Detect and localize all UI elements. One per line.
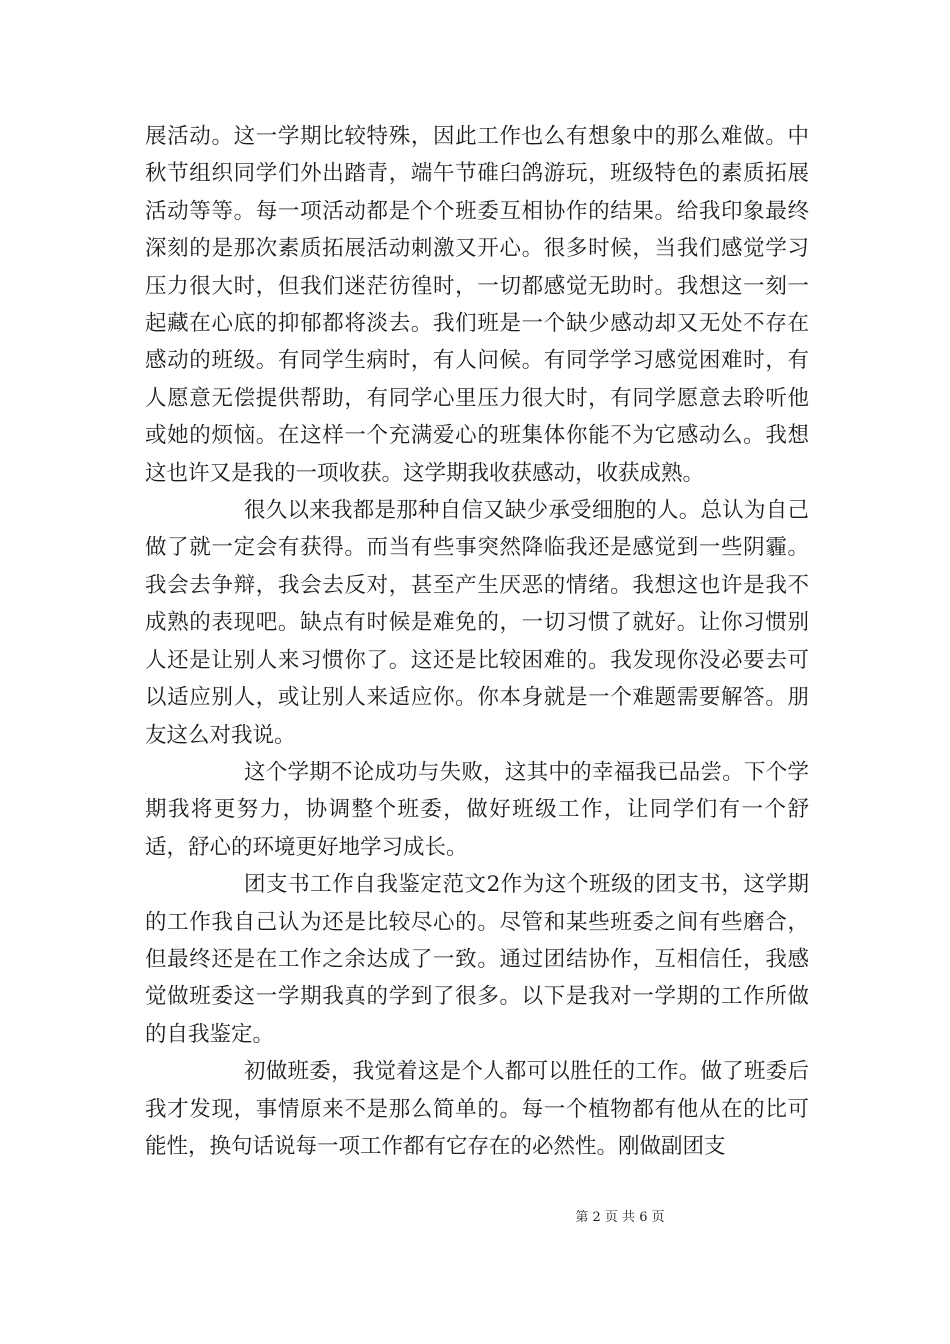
page-number-footer: 第 2 页 共 6 页: [575, 1210, 665, 1225]
paragraph-1: 展活动。这一学期比较特殊，因此工作也么有想象中的那么难做。中秋节组织同学们外出踏青，端午节碓臼鸽游玩，班级特色的素质拓展活动等等。每一项活动都是个个班委互相协作的结果。给我印象最终深刻的是那次素质拓展活动刺激又开心。很多时候，当我们感觉学习压力很大时，但我们迷茫彷徨时，一切都感觉无助时。我想这一刻一起藏在心底的抑郁都将淡去。我们班是一个缺少感动却又无处不存在感动的班级。有同学生病时，有人问候。有同学学习感觉困难时，有人愿意无偿提供帮助，有同学心里压力很大时，有同学愿意去聆听他或她的烦恼。在这样一个充满爱心的班集体你能不为它感动么。我想这也许又是我的一项收获。这学期我收获感动，收获成熟。: [145, 124, 809, 486]
document-body: [145, 118, 809, 1165]
paragraph-3: 这个学期不论成功与失败，这其中的幸福我已品尝。下个学期我将更努力，协调整个班委，做好班级工作，让同学们有一个舒适，舒心的环境更好地学习成长。: [145, 759, 809, 860]
paragraph-2: 很久以来我都是那种自信又缺少承受细胞的人。总认为自己做了就一定会有获得。而当有些事突然降临我还是感觉到一些阴霾。我会去争辩，我会去反对，甚至产生厌恶的情绪。我想这也许是我不成熟的表现吧。缺点有时候是难免的，一切习惯了就好。让你习惯别人还是让别人来习惯你了。这还是比较困难的。我发现你没必要去可以适应别人，或让别人来适应你。你本身就是一个难题需要解答。朋友这么对我说。: [145, 498, 809, 748]
paragraph-4: 团支书工作自我鉴定范文2作为这个班级的团支书，这学期的工作我自己认为还是比较尽心的。尽管和某些班委之间有些磨合，但最终还是在工作之余达成了一致。通过团结协作，互相信任，我感觉做班委这一学期我真的学到了很多。以下是我对一学期的工作所做的自我鉴定。: [145, 872, 809, 1047]
paragraph-5: 初做班委，我觉着这是个人都可以胜任的工作。做了班委后我才发现，事情原来不是那么简单的。每一个植物都有他从在的比可能性，换句话说每一项工作都有它存在的必然性。刚做副团支: [145, 1059, 809, 1159]
